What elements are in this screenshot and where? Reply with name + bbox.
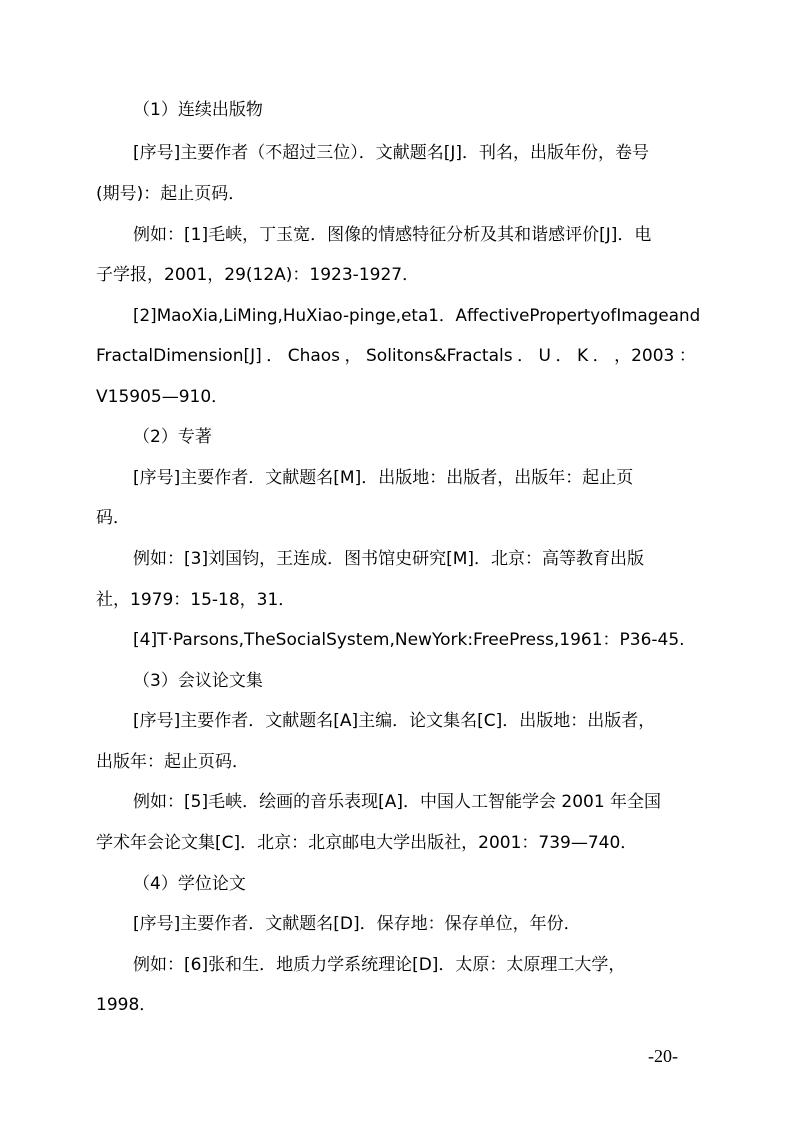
ex2-part: ． xyxy=(555,346,573,366)
ex2-part: ． xyxy=(266,346,284,366)
ex2-part: ，2003 xyxy=(614,346,675,366)
example-6-line1: 例如：[6]张和生．地质力学系统理论[D]．太原：太原理工大学， xyxy=(133,955,626,975)
section-heading-thesis: （4）学位论文 xyxy=(133,874,246,894)
example-1-line2: 子学报，2001，29(12A)：1923-1927． xyxy=(96,265,420,285)
example-5-line1: 例如：[5]毛峡．绘画的音乐表现[A]．中国人工智能学会 2001 年全国 xyxy=(133,792,662,812)
format-thesis-line1: [序号]主要作者．文献题名[D]．保存地：保存单位，年份． xyxy=(133,914,581,934)
ex2-part: K xyxy=(576,346,589,366)
ex2-part: Chaos xyxy=(287,346,341,366)
example-2-line2 xyxy=(96,346,696,366)
section-heading-proceedings: （3）会议论文集 xyxy=(133,671,263,691)
ex2-part: ： xyxy=(678,346,696,366)
example-4-line1: [4]T·Parsons,TheSocialSystem,NewYork:FreePress,1961：P36-45. xyxy=(133,630,685,650)
ex2-part: Solitons&Fractals xyxy=(366,346,513,366)
format-proceedings-line1: [序号]主要作者．文献题名[A]主编．论文集名[C]．出版地：出版者， xyxy=(133,711,656,731)
ex2-part: ， xyxy=(344,346,362,366)
ex2-part: U xyxy=(538,346,551,366)
section-heading-serial: （1）连续出版物 xyxy=(133,100,263,120)
format-monograph-line1: [序号]主要作者．文献题名[M]．出版地：出版者，出版年：起止页 xyxy=(133,468,634,488)
ex2-part: ． xyxy=(517,346,535,366)
example-6-line2: 1998． xyxy=(96,995,157,1015)
format-serial-line2: (期号)：起止页码． xyxy=(96,184,246,204)
example-1-line1: 例如：[1]毛峡，丁玉宽．图像的情感特征分析及其和谐感评价[J]．电 xyxy=(133,225,652,245)
example-2-line1: [2]MaoXia,LiMing,HuXiao-pinge,eta1．AffectivePropertyofImageand xyxy=(133,306,701,326)
example-3-line1: 例如：[3]刘国钧，王连成．图书馆史研究[M]．北京：高等教育出版 xyxy=(133,549,645,569)
example-3-line2: 社，1979：15-18，31． xyxy=(96,590,296,610)
example-5-line2: 学术年会论文集[C]．北京：北京邮电大学出版社，2001：739—740． xyxy=(96,833,638,853)
ex2-part: ． xyxy=(592,346,610,366)
section-heading-monograph: （2）专著 xyxy=(133,427,212,447)
format-serial-line1: [序号]主要作者（不超过三位）．文献题名[J]．刊名，出版年份，卷号 xyxy=(133,143,650,163)
example-2-line3: V15905—910． xyxy=(96,387,229,407)
format-monograph-line2: 码． xyxy=(96,508,130,528)
ex2-part: FractalDimension[J] xyxy=(96,346,262,366)
page-number: -20- xyxy=(648,1046,678,1066)
format-proceedings-line2: 出版年：起止页码． xyxy=(96,752,249,772)
